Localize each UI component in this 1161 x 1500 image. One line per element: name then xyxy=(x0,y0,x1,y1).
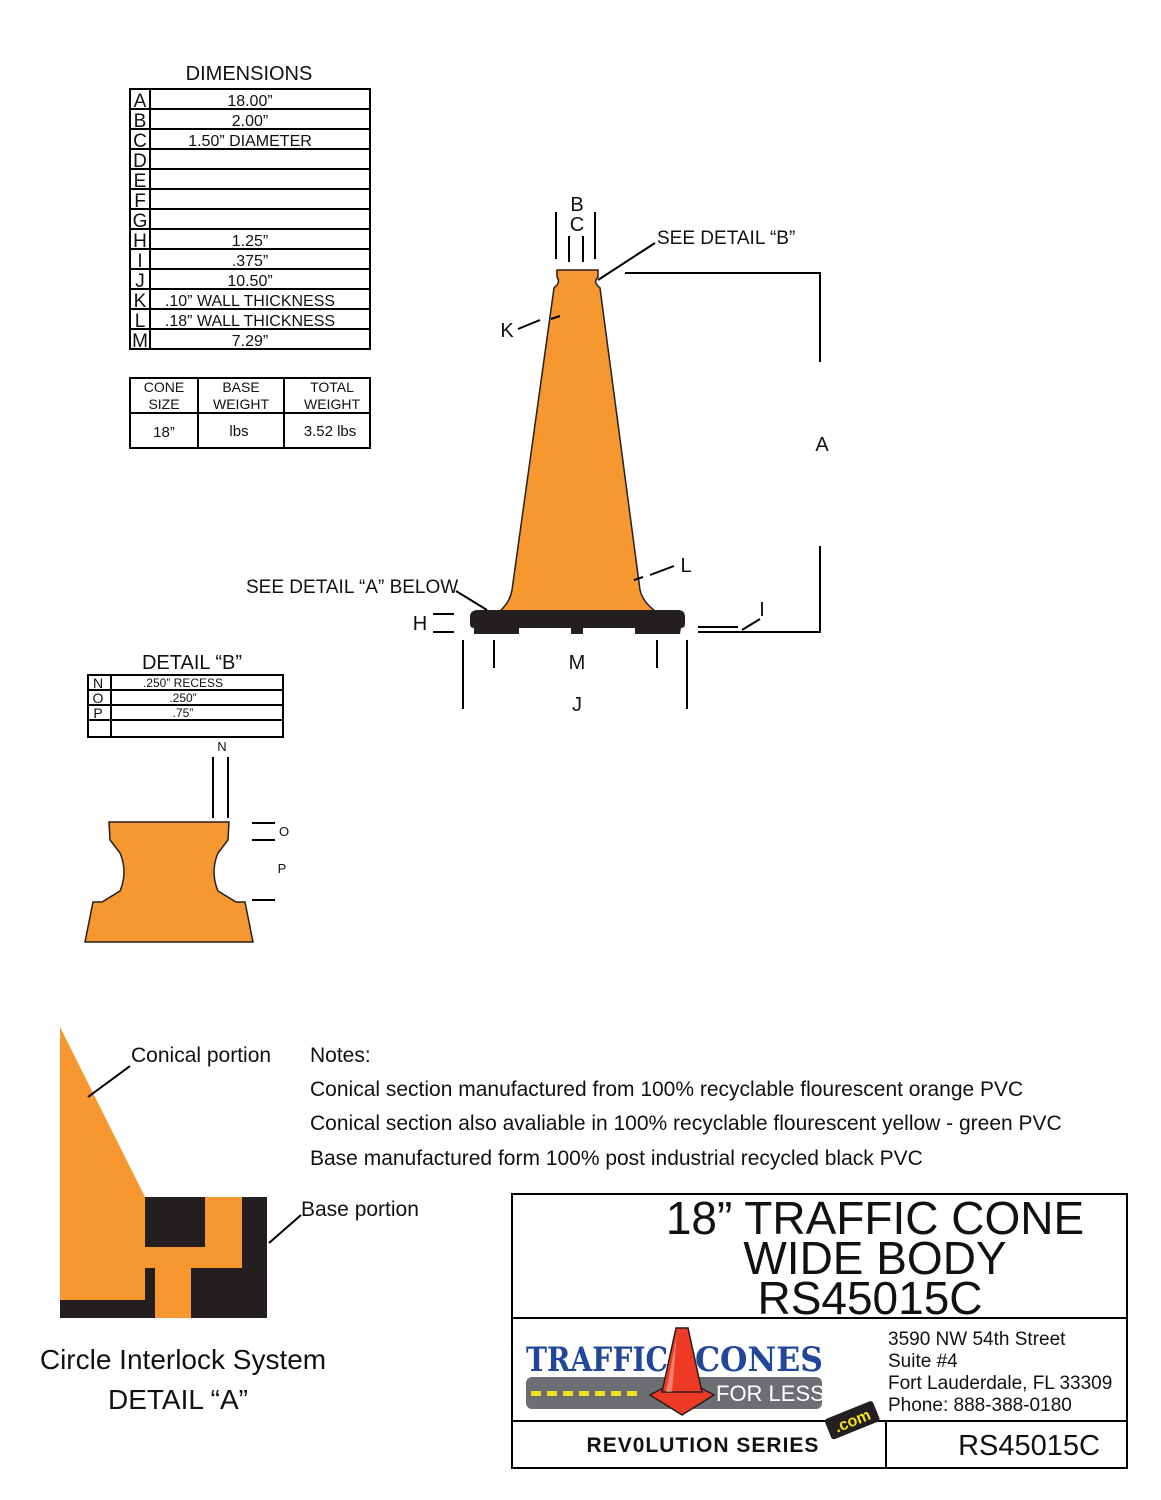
base-weight-value: lbs xyxy=(229,423,249,440)
dimension-key: D xyxy=(133,151,147,172)
svg-text:.com: .com xyxy=(832,1406,874,1437)
conical-portion xyxy=(60,1027,145,1300)
dimension-key: J xyxy=(135,271,145,292)
label-h: H xyxy=(412,613,428,635)
detail-b-row xyxy=(88,705,283,721)
detail-b-value: .250” RECESS xyxy=(142,676,224,690)
detail-b-key: O xyxy=(92,690,104,706)
dimension-value: 7.29” xyxy=(231,333,269,350)
cone-elevation-drawing xyxy=(246,194,829,716)
dimension-value: 1.25” xyxy=(231,233,269,250)
product-title-line-2: WIDE BODY xyxy=(743,1232,1007,1284)
header-base-weight-1: BASE xyxy=(222,379,260,395)
label-a: A xyxy=(815,434,829,456)
dimension-key: G xyxy=(132,211,148,232)
conical-portion-label: Conical portion xyxy=(131,1044,272,1067)
dimension-key: I xyxy=(137,251,143,272)
dimension-row xyxy=(130,329,370,352)
product-title-line-1: 18” TRAFFIC CONE xyxy=(665,1192,1085,1244)
notes xyxy=(310,1044,1062,1170)
see-detail-b-callout: SEE DETAIL “B” xyxy=(657,228,796,249)
dimension-key: B xyxy=(133,111,147,132)
dimension-value: 18.00” xyxy=(227,93,273,110)
dimension-value: 2.00” xyxy=(231,113,269,130)
dimension-key: C xyxy=(133,131,147,152)
notes-heading: Notes: xyxy=(310,1044,371,1067)
detail-b-value: .250” xyxy=(169,691,197,705)
header-total-weight-1: TOTAL xyxy=(310,379,354,395)
dimension-value: 10.50” xyxy=(227,273,273,290)
logo-word-traffic: TRAFFIC xyxy=(526,1340,668,1380)
label-i: I xyxy=(759,599,765,621)
logo-word-cones: CONES xyxy=(695,1340,823,1380)
label-j: J xyxy=(572,694,582,716)
address-line: 3590 NW 54th Street xyxy=(888,1329,1066,1350)
dimension-key: M xyxy=(132,331,148,352)
cone-body xyxy=(500,270,655,611)
part-number: RS45015C xyxy=(958,1430,1100,1462)
address-line: Suite #4 xyxy=(888,1351,958,1372)
dimension-key: A xyxy=(133,91,147,112)
dimension-value: .375” xyxy=(231,253,269,270)
header-total-weight-2: WEIGHT xyxy=(304,396,360,412)
weight-table xyxy=(130,378,370,448)
dimension-value: 1.50” DIAMETER xyxy=(188,133,312,150)
detail-b-profile xyxy=(85,822,253,942)
dimension-key: L xyxy=(134,311,146,332)
detail-b-key: P xyxy=(93,705,103,721)
detail-b xyxy=(85,652,289,942)
header-cone-size-1: CONE xyxy=(143,379,185,395)
series-name: REV0LUTION SERIES xyxy=(586,1434,820,1457)
logo-tagline: FOR LESS xyxy=(716,1381,825,1406)
label-n: N xyxy=(217,739,227,754)
cone-size-value: 18” xyxy=(153,424,175,441)
label-c: C xyxy=(569,214,585,236)
dimensions-title: DIMENSIONS xyxy=(185,63,313,85)
product-title-line-3: RS45015C xyxy=(757,1272,983,1324)
header-cone-size-2: SIZE xyxy=(148,396,180,412)
dimension-value: .10” WALL THICKNESS xyxy=(164,293,336,310)
phone-number: Phone: 888-388-0180 xyxy=(888,1395,1072,1416)
dimension-key: H xyxy=(133,231,147,252)
logo-com-tag xyxy=(824,1400,880,1440)
dimensions-table xyxy=(130,63,370,352)
detail-b-key: N xyxy=(92,675,104,691)
label-b: B xyxy=(570,194,584,216)
note-item: Conical section manufactured from 100% recyclable flourescent orange PVC xyxy=(310,1078,1024,1101)
label-o: O xyxy=(278,824,290,839)
label-k: K xyxy=(500,320,514,342)
dimension-key: F xyxy=(134,191,146,212)
detail-b-value: .75” xyxy=(172,706,194,720)
detail-a-caption-1: Circle Interlock System xyxy=(39,1344,327,1375)
label-m: M xyxy=(568,652,586,674)
see-detail-a-callout: SEE DETAIL “A” BELOW xyxy=(246,577,459,598)
total-weight-value: 3.52 lbs xyxy=(303,423,357,440)
title-block xyxy=(512,1192,1127,1468)
dimension-key: E xyxy=(133,171,147,192)
detail-b-row xyxy=(88,690,283,706)
detail-a-caption-2: DETAIL “A” xyxy=(107,1384,249,1415)
base-portion-label: Base portion xyxy=(301,1198,419,1221)
detail-b-row xyxy=(88,720,283,737)
label-l: L xyxy=(680,555,692,577)
detail-b-title: DETAIL “B” xyxy=(141,652,243,674)
dimension-value: .18” WALL THICKNESS xyxy=(164,313,336,330)
cone-base xyxy=(470,610,685,634)
header-base-weight-2: WEIGHT xyxy=(213,396,269,412)
company-logo xyxy=(526,1328,880,1440)
detail-b-row xyxy=(88,675,283,691)
label-p: P xyxy=(277,861,287,876)
address-line: Fort Lauderdale, FL 33309 xyxy=(888,1373,1113,1394)
note-item: Base manufactured form 100% post industrial recycled black PVC xyxy=(310,1147,923,1170)
dimension-key: K xyxy=(133,291,147,312)
note-item: Conical section also avaliable in 100% recyclable flourescent yellow - green PVC xyxy=(310,1112,1062,1135)
